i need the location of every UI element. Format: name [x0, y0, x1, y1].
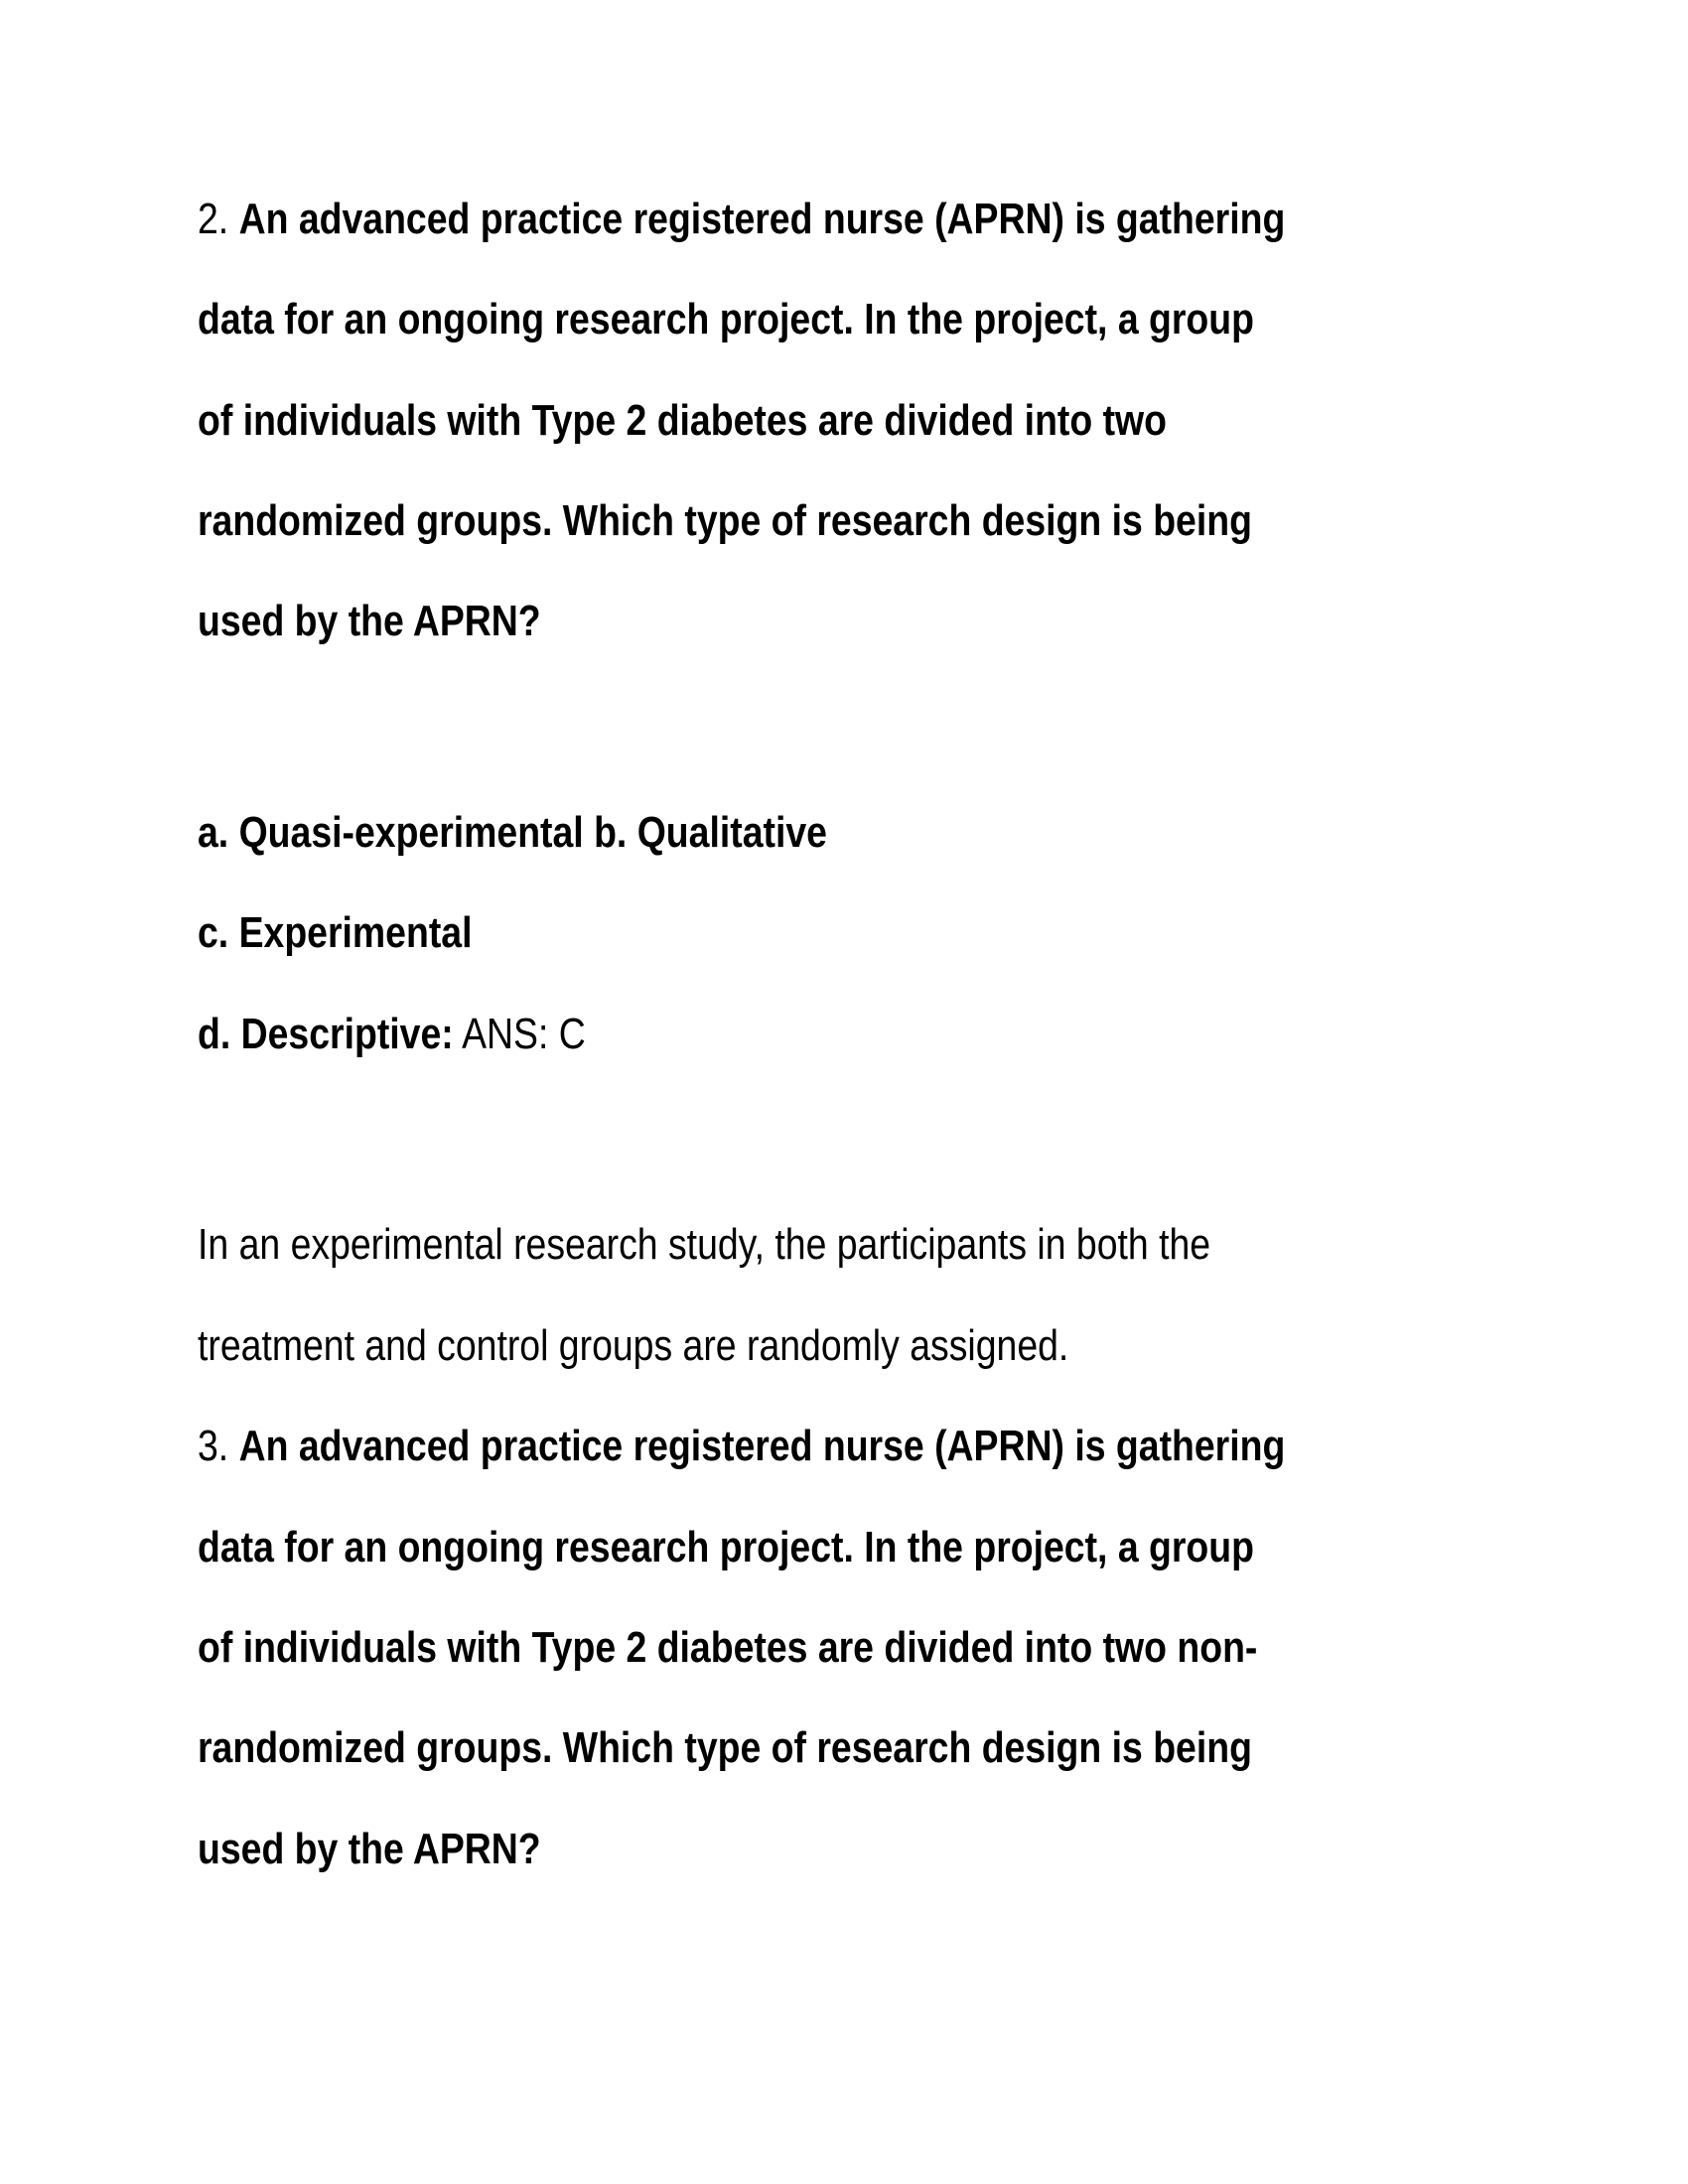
- question-2-line: of individuals with Type 2 diabetes are divided into two: [198, 396, 1167, 445]
- question-3-line: randomized groups. Which type of research design is being: [198, 1723, 1252, 1772]
- question-3-line: [198, 1422, 1286, 1470]
- answer-key: ANS: C: [462, 1010, 586, 1058]
- question-3-line: data for an ongoing research project. In the project, a group: [198, 1523, 1254, 1571]
- answer-option: a. Quasi-experimental b. Qualitative: [198, 808, 827, 857]
- option-d: d. Descriptive:: [198, 1010, 454, 1058]
- rationale-line: treatment and control groups are randomly assigned.: [198, 1321, 1069, 1370]
- question-3-line: of individuals with Type 2 diabetes are divided into two non-: [198, 1623, 1258, 1672]
- question-number: 3.: [198, 1422, 229, 1470]
- answer-option: c. Experimental: [198, 908, 473, 957]
- question-2-line: [198, 195, 1286, 243]
- question-text: An advanced practice registered nurse (APRN) is gathering: [238, 195, 1286, 243]
- question-number: 2.: [198, 195, 229, 243]
- question-2-line: data for an ongoing research project. In the project, a group: [198, 295, 1254, 343]
- question-text: An advanced practice registered nurse (APRN) is gathering: [238, 1422, 1286, 1470]
- question-2-line: randomized groups. Which type of research design is being: [198, 496, 1252, 545]
- question-3-line: used by the APRN?: [198, 1825, 541, 1873]
- answer-option: [198, 1010, 586, 1058]
- question-2-line: used by the APRN?: [198, 597, 541, 645]
- rationale-line: In an experimental research study, the participants in both the: [198, 1220, 1211, 1269]
